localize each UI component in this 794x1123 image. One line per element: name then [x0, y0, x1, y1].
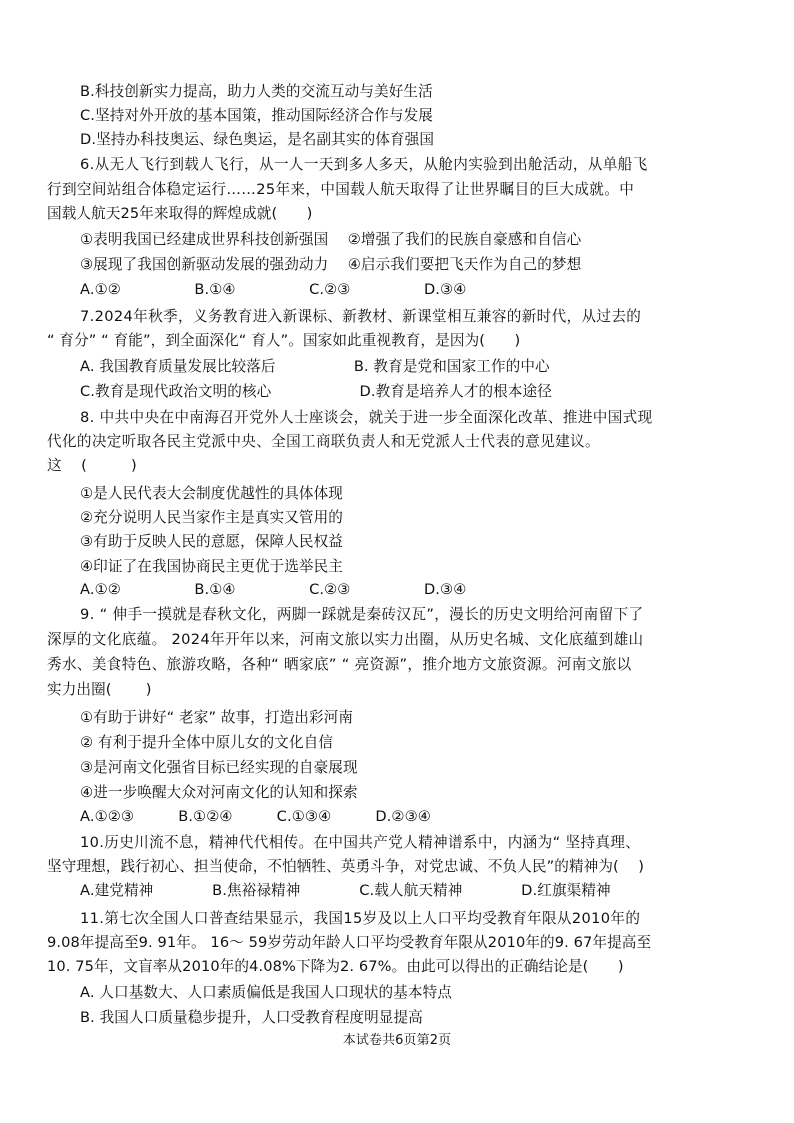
- question-10-line-1: 10.历史川流不息，精神代代相传。在中国共产党人精神谱系中，内涵为“ 坚持真理、: [80, 834, 641, 851]
- question-8-line-1: 8. 中共中央在中南海召开党外人士座谈会，就关于进一步全面深化改革、推进中国式现: [80, 409, 653, 426]
- question-9-line-1: 9. “ 伸手一摸就是春秋文化，两脚一踩就是秦砖汉瓦”，漫长的历史文明给河南留下了: [80, 606, 644, 623]
- question-8-choice-4: ④印证了在我国协商民主更优于选举民主: [80, 558, 343, 575]
- option-5-d: D.坚持办科技奥运、绿色奥运，是名副其实的体育强国: [80, 131, 435, 148]
- question-6-choices-row-1: ①表明我国已经建成世界科技创新强国 ②增强了我们的民族自豪感和自信心: [80, 231, 582, 248]
- question-6-options: A.①② B.①④ C.②③ D.③④: [80, 281, 467, 298]
- question-9-line-3: 秀水、美食特色、旅游攻略，各种“ 晒家底” “ 亮资源”，推介地方文旅资源。河南文旅以: [47, 656, 632, 673]
- question-8-options: A.①② B.①④ C.②③ D.③④: [80, 581, 467, 598]
- question-10-line-2: 坚守理想，践行初心、担当使命，不怕牺牲、英勇斗争，对党忠诚、不负人民”的精神为( ): [47, 858, 645, 875]
- question-8-line-2: 代化的决定听取各民主党派中央、全国工商联负责人和无党派人士代表的意见建议。: [47, 433, 600, 450]
- option-5-c: C.坚持对外开放的基本国策，推动国际经济合作与发展: [80, 107, 433, 124]
- question-9-choice-1: ①有助于讲好“ 老家” 故事，打造出彩河南: [80, 709, 354, 726]
- page-footer: 本试卷共6页第2页: [342, 1033, 452, 1048]
- question-6-line-2: 行到空间站组合体稳定运行……25年来，中国载人航天取得了让世界瞩目的巨大成就。中: [47, 181, 635, 198]
- question-6-line-3: 国载人航天25年来取得的辉煌成就( ): [47, 205, 313, 222]
- question-9-line-4: 实力出圈( ): [47, 681, 152, 698]
- question-8-choice-3: ③有助于反映人民的意愿，保障人民权益: [80, 533, 343, 550]
- question-9-choice-2: ② 有利于提升全体中原儿女的文化自信: [80, 734, 334, 751]
- question-9-line-2: 深厚的文化底蕴。 2024年开年以来，河南文旅以实力出圈，从历史名城、文化底蕴到雄山: [47, 631, 644, 648]
- question-11-line-1: 11.第七次全国人口普查结果显示，我国15岁及以上人口平均受教育年限从2010年的: [80, 910, 641, 927]
- option-5-b: B.科技创新实力提高，助力人类的交流互动与美好生活: [80, 83, 433, 100]
- question-8-choice-1: ①是人民代表大会制度优越性的具体体现: [80, 485, 343, 502]
- question-11-line-2: 9.08年提高至9. 91年。 16～ 59岁劳动年龄人口平均受教育年限从2010年的9. 67年提高至: [47, 934, 652, 951]
- question-9-choice-4: ④进一步唤醒大众对河南文化的认知和探索: [80, 784, 358, 801]
- question-7-line-1: 7.2024年秋季，义务教育进入新课标、新教材、新课堂相互兼容的新时代，从过去的: [80, 308, 642, 325]
- question-7-line-2: “ 育分” “ 育能”，到全面深化“ 育人”。国家如此重视教育，是因为( ): [47, 332, 521, 349]
- question-6-choices-row-2: ③展现了我国创新驱动发展的强劲动力 ④启示我们要把飞天作为自己的梦想: [80, 256, 582, 273]
- question-11-line-3: 10. 75年，文盲率从2010年的4.08%下降为2. 67%。由此可以得出的正确结论是( ): [47, 958, 624, 975]
- question-9-options: A.①②③ B.①②④ C.①③④ D.②③④: [80, 808, 431, 825]
- question-8-choice-2: ②充分说明人民当家作主是真实又管用的: [80, 509, 343, 526]
- question-7-options-row-1: A. 我国教育质量发展比较落后 B. 教育是党和国家工作的中心: [80, 358, 550, 375]
- question-6-line-1: 6.从无人飞行到载人飞行，从一人一天到多人多天，从舱内实验到出舱活动，从单船飞: [80, 156, 648, 173]
- question-8-line-3: 这 ( ): [47, 457, 137, 474]
- question-9-choice-3: ③是河南文化强省目标已经实现的自豪展现: [80, 759, 358, 776]
- question-11-option-a: A. 人口基数大、人口素质偏低是我国人口现状的基本特点: [80, 984, 452, 1001]
- question-11-option-b: B. 我国人口质量稳步提升，人口受教育程度明显提高: [80, 1009, 423, 1026]
- question-7-options-row-2: C.教育是现代政治文明的核心 D.教育是培养人才的根本途径: [80, 383, 552, 400]
- question-10-options: A.建党精神 B.焦裕禄精神 C.载人航天精神 D.红旗渠精神: [80, 882, 611, 899]
